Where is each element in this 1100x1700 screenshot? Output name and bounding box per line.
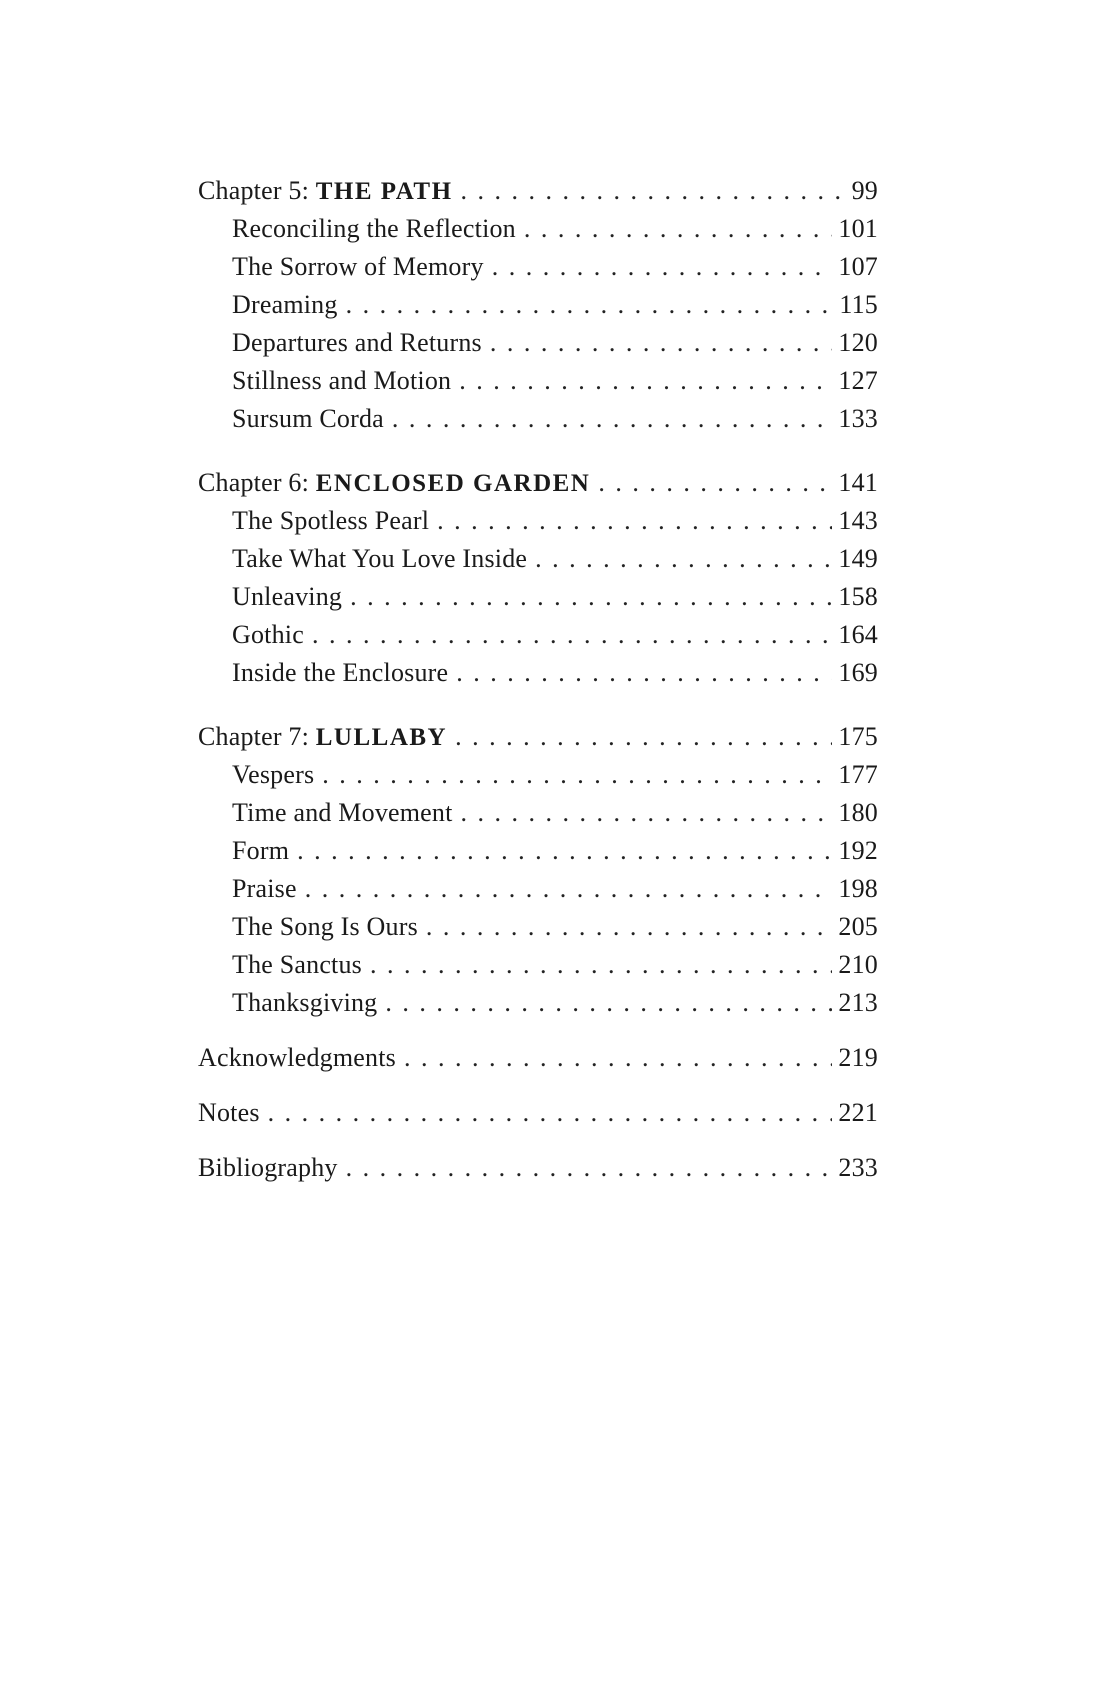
chapter-label [198,464,590,503]
section-entry[interactable] [198,984,878,1022]
dot-leader [461,172,846,210]
section-entry[interactable] [198,400,878,438]
section-entry[interactable] [198,248,878,286]
section-title: Gothic [232,620,304,649]
dot-leader [346,1149,833,1187]
dot-leader [404,1039,832,1077]
chapter-entry[interactable] [198,718,878,756]
back-matter-entry[interactable] [198,1149,878,1187]
section-title: Reconciling the Reflection [232,214,516,243]
page-number: 210 [838,950,878,979]
section-entry[interactable] [198,654,878,692]
dot-leader [392,400,832,438]
back-matter-spacer [198,1077,878,1094]
section-entry[interactable] [198,502,878,540]
back-matter-entry[interactable] [198,1094,878,1132]
chapter-7-group [198,718,878,1022]
dot-leader [350,578,832,616]
page-number: 177 [838,760,878,789]
section-title: Praise [232,874,297,903]
dot-leader [598,464,832,502]
dot-leader [305,870,833,908]
page-number: 233 [838,1153,878,1182]
chapter-6-group [198,464,878,692]
back-matter-title: Notes [198,1098,260,1127]
page-number: 205 [838,912,878,941]
section-title: Form [232,836,290,865]
section-entry[interactable] [198,908,878,946]
page-number: 219 [838,1043,878,1072]
section-entry[interactable] [198,540,878,578]
page-number: 127 [838,366,878,395]
section-entry[interactable] [198,324,878,362]
section-title: Vespers [232,760,315,789]
page-number: 180 [838,798,878,827]
page-number: 192 [838,836,878,865]
page-number: 164 [838,620,878,649]
section-entry[interactable] [198,578,878,616]
chapter-number: Chapter 5: [198,176,316,205]
dot-leader [426,908,832,946]
dot-leader [268,1094,833,1132]
dot-leader [312,616,832,654]
page-number: 221 [838,1098,878,1127]
page-number: 198 [838,874,878,903]
chapter-entry[interactable] [198,172,878,210]
page-number: 141 [838,468,878,497]
chapter-spacer [198,438,878,464]
chapter-title: LULLABY [315,724,448,751]
page-number: 175 [838,722,878,751]
section-title: Time and Movement [232,798,453,827]
section-title: The Spotless Pearl [232,506,430,535]
section-entry[interactable] [198,870,878,908]
dot-leader [385,984,832,1022]
section-entry[interactable] [198,616,878,654]
section-title: Dreaming [232,290,338,319]
section-title: Take What You Love Inside [232,544,528,573]
page-number: 101 [838,214,878,243]
page-number: 115 [839,290,878,319]
chapter-entry[interactable] [198,464,878,502]
dot-leader [346,286,834,324]
section-title: The Sorrow of Memory [232,252,484,281]
chapter-spacer [198,692,878,718]
dot-leader [535,540,832,578]
table-of-contents [198,172,878,1187]
page-number: 143 [838,506,878,535]
section-title: The Song Is Ours [232,912,418,941]
dot-leader [524,210,833,248]
chapter-label [198,172,453,211]
section-entry[interactable] [198,794,878,832]
section-title: Sursum Corda [232,404,384,433]
back-matter-title: Acknowledgments [198,1043,396,1072]
dot-leader [492,248,833,286]
page-number: 120 [838,328,878,357]
dot-leader [437,502,832,540]
page-number: 149 [838,544,878,573]
dot-leader [456,654,832,692]
section-entry[interactable] [198,210,878,248]
chapter-number: Chapter 6: [198,468,316,497]
chapter-title: ENCLOSED GARDEN [315,470,591,497]
chapter-label [198,718,447,757]
page-number: 169 [838,658,878,687]
back-matter-spacer [198,1022,878,1039]
back-matter-spacer [198,1132,878,1149]
back-matter-entry[interactable] [198,1039,878,1077]
section-title: Stillness and Motion [232,366,452,395]
chapter-number: Chapter 7: [198,722,316,751]
section-title: Thanksgiving [232,988,378,1017]
chapter-title: THE PATH [315,178,453,205]
dot-leader [459,362,832,400]
page-number: 133 [838,404,878,433]
section-entry[interactable] [198,362,878,400]
dot-leader [490,324,833,362]
page-number: 99 [851,176,878,205]
page-number: 158 [838,582,878,611]
section-entry[interactable] [198,286,878,324]
section-entry[interactable] [198,832,878,870]
section-title: The Sanctus [232,950,363,979]
dot-leader [370,946,832,984]
page-number: 213 [838,988,878,1017]
dot-leader [455,718,832,756]
section-entry[interactable] [198,946,878,984]
dot-leader [297,832,832,870]
section-title: Departures and Returns [232,328,482,357]
back-matter-title: Bibliography [198,1153,338,1182]
dot-leader [322,756,832,794]
section-title: Unleaving [232,582,343,611]
dot-leader [461,794,833,832]
page-number: 107 [838,252,878,281]
chapter-5-group [198,172,878,438]
section-entry[interactable] [198,756,878,794]
section-title: Inside the Enclosure [232,658,449,687]
